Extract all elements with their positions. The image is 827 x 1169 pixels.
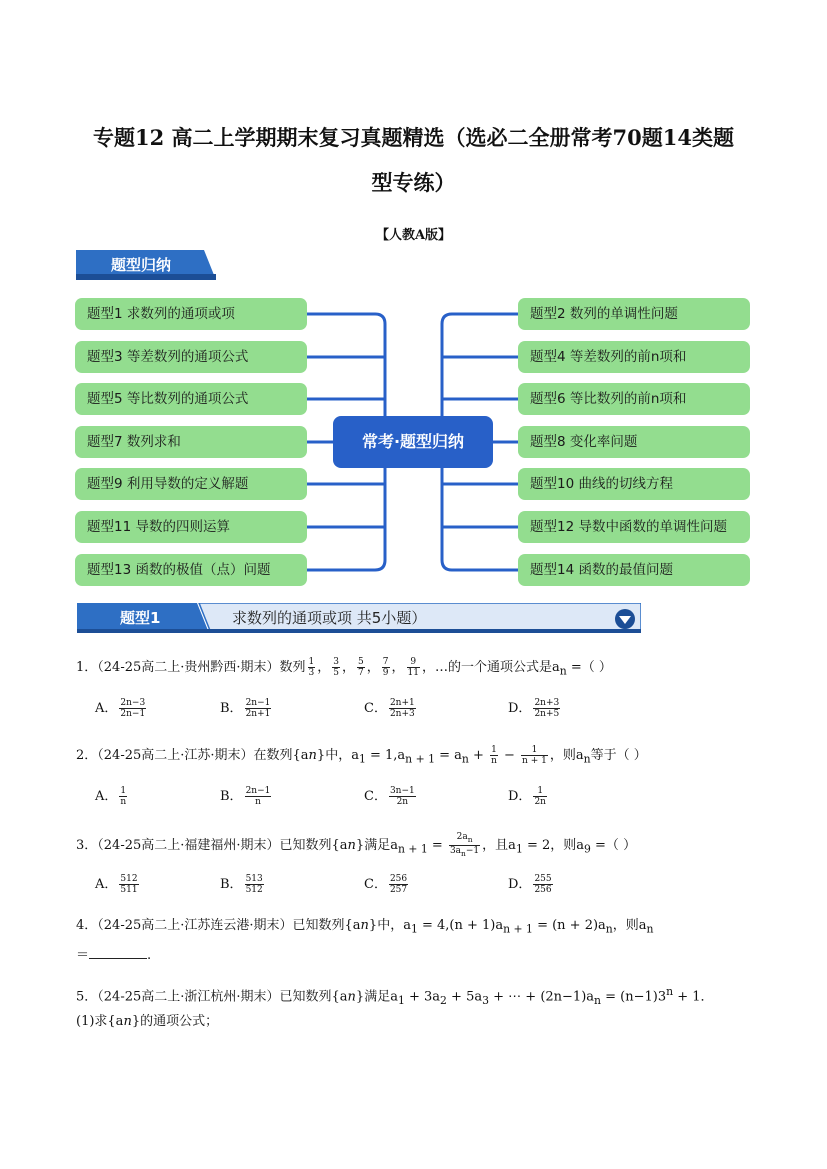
question-5-part-1: (1)求{an}的通项公式； bbox=[76, 1014, 219, 1029]
q2-option-a[interactable]: A． $\frac{1}{n}$ bbox=[95, 786, 127, 807]
collapse-chevron-icon[interactable] bbox=[614, 608, 636, 630]
mindmap-node-type14: 题型14 函数的最值问题 bbox=[518, 554, 750, 586]
mindmap-node-type5: 题型5 等比数列的通项公式 bbox=[75, 383, 307, 415]
question-4-answer-line: ＝ . bbox=[76, 948, 152, 963]
mindmap-node-type7: 题型7 数列求和 bbox=[75, 426, 307, 458]
mindmap-node-type9: 题型9 利用导数的定义解题 bbox=[75, 468, 307, 500]
q3-option-a[interactable]: A． $\frac{512}{511}$ bbox=[95, 874, 138, 895]
q1-suffix-sub: n bbox=[559, 664, 567, 678]
question-2: 2．（24-25高二上·江苏·期末）在数列{an}中，$a_1 = 1,a_{n + 1} = a_n$ + $\frac{1}{n}$ − $\frac{1}{n + 1}$ ，则$a_n$等于（ ） bbox=[76, 745, 647, 766]
mindmap-node-type6: 题型6 等比数列的前n项和 bbox=[518, 383, 750, 415]
question-5: 5．（24-25高二上·浙江杭州·期末）已知数列{an}满足$a_1 + 3a_2 + 5a_3$ + ⋯ + $(2n-1)a_n = (n-1)3^n + 1$． bbox=[76, 985, 714, 1007]
mindmap-node-type10: 题型10 曲线的切线方程 bbox=[518, 468, 750, 500]
answer-blank[interactable] bbox=[89, 958, 147, 959]
mindmap-center: 常考·题型归纳 bbox=[333, 416, 493, 468]
q3-option-d[interactable]: D． $\frac{255}{256}$ bbox=[508, 874, 552, 895]
mindmap-node-type12: 题型12 导数中函数的单调性问题 bbox=[518, 511, 750, 543]
q3-option-b[interactable]: B． $\frac{513}{512}$ bbox=[220, 874, 263, 895]
section-title: 求数列的通项或项 共5小题） bbox=[232, 609, 427, 627]
q1-option-b[interactable]: B． $\frac{2n-1}{2n+1}$ bbox=[220, 698, 271, 719]
document-title-line2: 型专练） bbox=[371, 170, 456, 195]
q1-term-5: $\frac{9}{11}$ bbox=[407, 657, 419, 678]
q1-option-a[interactable]: A． $\frac{2n-3}{2n-1}$ bbox=[95, 698, 146, 719]
q1-term-2: $\frac{3}{5}$ bbox=[333, 657, 339, 678]
mindmap-node-type13: 题型13 函数的极值（点）问题 bbox=[75, 554, 307, 586]
q1-suffix-end: =（ ） bbox=[566, 660, 612, 675]
question-3: 3．（24-25高二上·福建福州·期末）已知数列{an}满足$a_{n + 1}$ = $\frac{2a_n}{3a_n-1}$ ，且$a_1 = 2$，则$a_9$ =（ ） bbox=[76, 832, 637, 858]
q3-option-c[interactable]: C． $\frac{256}{257}$ bbox=[364, 874, 408, 895]
q1-term-3: $\frac{5}{7}$ bbox=[358, 657, 364, 678]
q1-prefix: 1．（24-25高二上·贵州黔西·期末）数列 bbox=[76, 660, 306, 675]
q1-option-d[interactable]: D． $\frac{2n+3}{2n+5}$ bbox=[508, 698, 560, 719]
q2-option-c[interactable]: C． $\frac{3n-1}{2n}$ bbox=[364, 786, 415, 807]
q2-option-b[interactable]: B． $\frac{2n-1}{n}$ bbox=[220, 786, 271, 807]
section-tag: 题型1 bbox=[120, 609, 161, 627]
q1-term-1: $\frac{1}{3}$ bbox=[308, 657, 315, 678]
mindmap-node-type4: 题型4 等差数列的前n项和 bbox=[518, 341, 750, 373]
question-4: 4．（24-25高二上·江苏连云港·期末）已知数列{an}中，$a_1 = 4,(n + 1)a_{n + 1} = (n + 2)a_n$，则$a_n$ bbox=[76, 918, 654, 936]
q1-term-4: $\frac{7}{9}$ bbox=[382, 657, 389, 678]
document-title-line1: 专题12 高二上学期期末复习真题精选（选必二全册常考70题14类题 bbox=[93, 125, 734, 150]
mindmap-node-type11: 题型11 导数的四则运算 bbox=[75, 511, 307, 543]
mindmap-node-type8: 题型8 变化率问题 bbox=[518, 426, 750, 458]
mindmap-node-type2: 题型2 数列的单调性问题 bbox=[518, 298, 750, 330]
question-1: 1．（24-25高二上·贵州黔西·期末）数列 $\frac{1}{3}$ ， $\frac{3}{5}$ ， $\frac{5}{7}$ ， $\frac{7}{9}$ ， $\frac{9}{11}$ ，…的一个通项公式是$a_n$ =（ ） bbox=[76, 657, 612, 678]
edition-label: 【人教A版】 bbox=[375, 228, 452, 243]
section-ribbon-label: 题型归纳 bbox=[111, 256, 172, 274]
q2-option-d[interactable]: D． $\frac{1}{2n}$ bbox=[508, 786, 546, 807]
mindmap-node-type3: 题型3 等差数列的通项公式 bbox=[75, 341, 307, 373]
q1-option-c[interactable]: C． $\frac{2n+1}{2n+3}$ bbox=[364, 698, 415, 719]
mindmap-node-type1: 题型1 求数列的通项或项 bbox=[75, 298, 307, 330]
q1-suffix: ，…的一个通项公式是a bbox=[421, 660, 560, 675]
